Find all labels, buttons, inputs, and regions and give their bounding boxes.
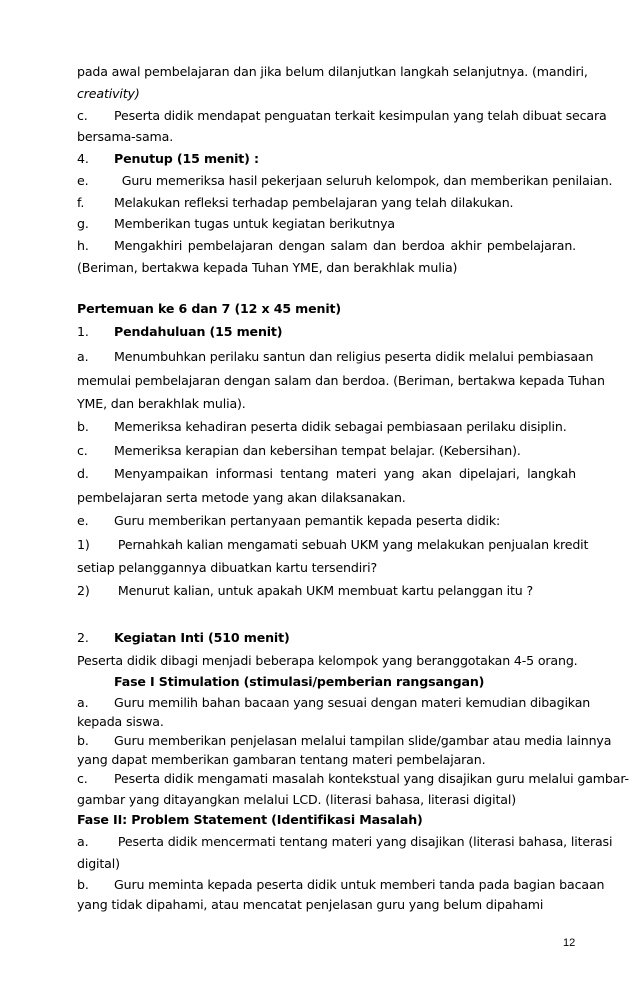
para-line: pembelajaran serta metode yang akan dilaksanakan. bbox=[77, 490, 406, 505]
list-item: c. Memeriksa kerapian dan kebersihan tempat belajar. (Kebersihan). bbox=[77, 443, 521, 458]
para-line: kepada siswa. bbox=[77, 714, 164, 729]
phase-heading: Fase II: Problem Statement (Identifikasi Masalah) bbox=[77, 812, 423, 827]
list-item: 1) Pernahkah kalian mengamati sebuah UKM yang melakukan penjualan kredit bbox=[77, 537, 589, 552]
para-line: creativity) bbox=[77, 86, 140, 101]
list-item: e. Guru memeriksa hasil pekerjaan seluruh kelompok, dan memberikan penilaian. bbox=[77, 173, 613, 188]
section-heading: 1. Pendahuluan (15 menit) bbox=[77, 324, 283, 339]
list-item: f. Melakukan refleksi terhadap pembelajaran yang telah dilakukan. bbox=[77, 195, 514, 210]
list-item: a. Peserta didik mencermati tentang materi yang disajikan (literasi bahasa, literasi bbox=[77, 834, 613, 849]
para-line: digital) bbox=[77, 856, 120, 871]
para-line: memulai pembelajaran dengan salam dan berdoa. (Beriman, bertakwa kepada Tuhan bbox=[77, 373, 605, 388]
para-line: setiap pelanggannya dibuatkan kartu tersendiri? bbox=[77, 560, 377, 575]
list-item: b. Memeriksa kehadiran peserta didik sebagai pembiasaan perilaku disiplin. bbox=[77, 419, 567, 434]
page-number: 12 bbox=[563, 937, 576, 949]
para-line: pada awal pembelajaran dan jika belum dilanjutkan langkah selanjutnya. (mandiri, bbox=[77, 64, 588, 79]
list-item: d. Menyampaikan informasi tentang materi yang akan dipelajari, langkah bbox=[77, 466, 576, 481]
section-heading: 4. Penutup (15 menit) : bbox=[77, 151, 259, 166]
list-item: b. Guru meminta kepada peserta didik untuk memberi tanda pada bagian bacaan bbox=[77, 877, 605, 892]
list-item: a. Guru memilih bahan bacaan yang sesuai dengan materi kemudian dibagikan bbox=[77, 695, 591, 710]
list-item: e. Guru memberikan pertanyaan pemantik kepada peserta didik: bbox=[77, 513, 501, 528]
list-item: c. Peserta didik mendapat penguatan terkait kesimpulan yang telah dibuat secara bbox=[77, 108, 607, 123]
phase-heading: Fase I Stimulation (stimulasi/pemberian rangsangan) bbox=[114, 674, 485, 689]
list-item: c. Peserta didik mengamati masalah kontekstual yang disajikan guru melalui gambar- bbox=[77, 771, 629, 786]
list-item: 2) Menurut kalian, untuk apakah UKM membuat kartu pelanggan itu ? bbox=[77, 583, 534, 598]
para-line: Peserta didik dibagi menjadi beberapa kelompok yang beranggotakan 4-5 orang. bbox=[77, 653, 578, 668]
section-heading: Pertemuan ke 6 dan 7 (12 x 45 menit) bbox=[77, 301, 342, 316]
list-item: a. Menumbuhkan perilaku santun dan religius peserta didik melalui pembiasaan bbox=[77, 349, 594, 364]
para-line: yang dapat memberikan gambaran tentang materi pembelajaran. bbox=[77, 752, 486, 767]
list-item: g. Memberikan tugas untuk kegiatan berikutnya bbox=[77, 216, 395, 231]
list-item: h. Mengakhiri pembelajaran dengan salam dan berdoa akhir pembelajaran. bbox=[77, 238, 576, 253]
para-line: bersama-sama. bbox=[77, 129, 174, 144]
para-line: gambar yang ditayangkan melalui LCD. (literasi bahasa, literasi digital) bbox=[77, 792, 516, 807]
section-heading: 2. Kegiatan Inti (510 menit) bbox=[77, 630, 290, 645]
para-line: YME, dan berakhlak mulia). bbox=[77, 396, 246, 411]
list-item: b. Guru memberikan penjelasan melalui tampilan slide/gambar atau media lainnya bbox=[77, 733, 612, 748]
para-line: yang tidak dipahami, atau mencatat penjelasan guru yang belum dipahami bbox=[77, 897, 544, 912]
para-line: (Beriman, bertakwa kepada Tuhan YME, dan berakhlak mulia) bbox=[77, 260, 458, 275]
